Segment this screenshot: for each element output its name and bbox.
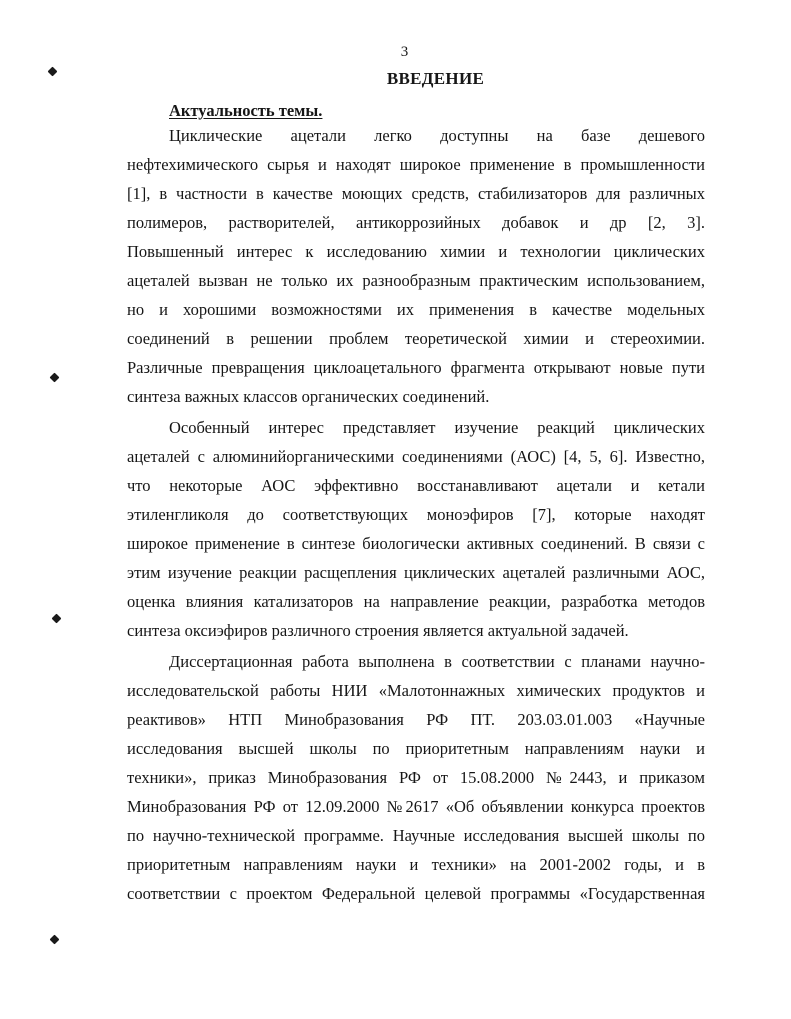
text-line: [1], в частности в качестве моющих средств, стабилизаторов для различных bbox=[127, 184, 705, 203]
text-line: Особенный интерес представляет изучение реакций циклических bbox=[169, 418, 705, 437]
page-number: 3 bbox=[400, 44, 409, 60]
paragraph-2 bbox=[127, 413, 705, 645]
text-line: этим изучение реакции расщепления циклических ацеталей различными АОС, bbox=[127, 563, 705, 582]
text-line: полимеров, растворителей, антикоррозийных добавок и др [2, 3]. bbox=[127, 213, 705, 232]
section-heading: Актуальность темы. bbox=[169, 101, 323, 120]
text-line: соединений в решении проблем теоретической химии и стереохимии. bbox=[127, 329, 705, 348]
text-line: ацеталей вызван не только их разнообразным практическим использованием, bbox=[127, 271, 705, 290]
scan-mark bbox=[50, 935, 60, 945]
text-line: ацеталей с алюминийорганическими соединениями (АОС) [4, 5, 6]. Известно, bbox=[127, 447, 705, 466]
text-line: соответствии с проектом Федеральной целевой программы «Государственная bbox=[127, 884, 705, 903]
text-line: Повышенный интерес к исследованию химии и технологии циклических bbox=[127, 242, 705, 261]
text-line: реактивов» НТП Минобразования РФ ПТ. 203.03.01.003 «Научные bbox=[127, 710, 705, 729]
text-line: Различные превращения циклоацетального фрагмента открывают новые пути bbox=[127, 358, 705, 377]
text-line: Циклические ацетали легко доступны на базе дешевого bbox=[169, 126, 705, 145]
text-line: по научно-технической программе. Научные исследования высшей школы по bbox=[127, 826, 705, 845]
page-title: ВВЕДЕНИЕ bbox=[386, 69, 485, 88]
paragraph-1 bbox=[127, 121, 705, 411]
scan-mark bbox=[52, 614, 62, 624]
text-line: что некоторые АОС эффективно восстанавливают ацетали и кетали bbox=[127, 476, 705, 495]
text-line: этиленгликоля до соответствующих моноэфиров [7], которые находят bbox=[127, 505, 705, 524]
text-line: нефтехимического сырья и находят широкое применение в промышленности bbox=[127, 155, 705, 174]
text-line: приоритетным направлениям науки и техники» на 2001-2002 годы, и в bbox=[127, 855, 705, 874]
text-line: техники», приказ Минобразования РФ от 15.08.2000 №2443, и приказом bbox=[127, 768, 705, 787]
text-line: Диссертационная работа выполнена в соответствии с планами научно- bbox=[169, 652, 705, 671]
body-text bbox=[127, 121, 705, 908]
text-line: синтеза оксиэфиров различного строения является актуальной задачей. bbox=[127, 621, 629, 640]
text-line: но и хорошими возможностями их применения в качестве модельных bbox=[127, 300, 705, 319]
text-line: оценка влияния катализаторов на направление реакции, разработка методов bbox=[127, 592, 705, 611]
text-line: исследовательской работы НИИ «Малотоннажных химических продуктов и bbox=[127, 681, 705, 700]
scan-mark bbox=[50, 373, 60, 383]
text-line: исследования высшей школы по приоритетным направлениям науки и bbox=[127, 739, 705, 758]
paragraph-3 bbox=[127, 647, 705, 908]
text-line: синтеза важных классов органических соединений. bbox=[127, 387, 490, 406]
text-line: Минобразования РФ от 12.09.2000 №2617 «Об объявлении конкурса проектов bbox=[127, 797, 705, 816]
text-line: широкое применение в синтезе биологически активных соединений. В связи с bbox=[127, 534, 705, 553]
